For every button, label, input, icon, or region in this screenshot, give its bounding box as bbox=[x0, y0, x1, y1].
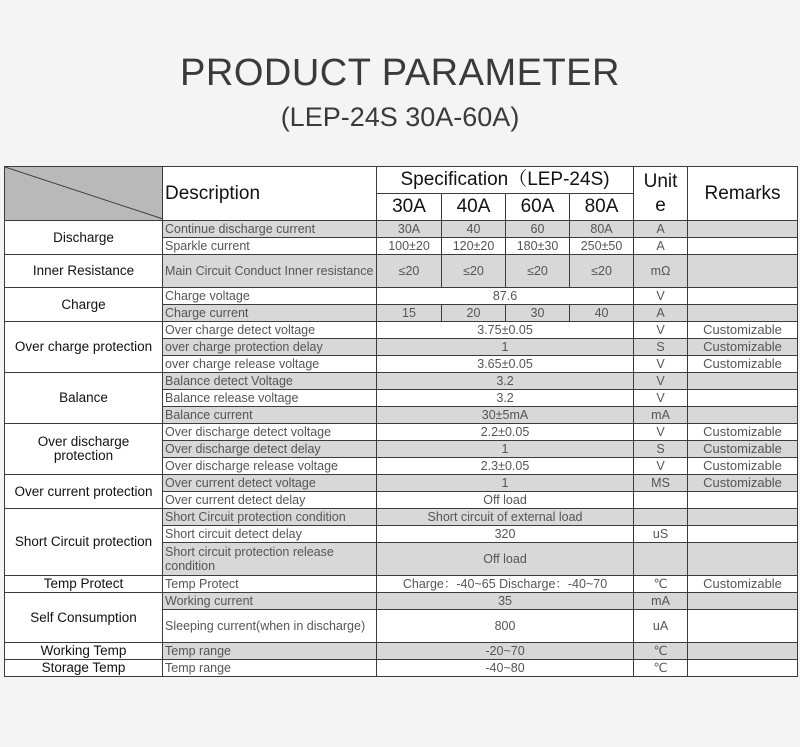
param-value: 40 bbox=[442, 221, 506, 238]
param-unit: ℃ bbox=[634, 643, 688, 660]
category-over-current: Over current protection bbox=[5, 475, 163, 509]
param-desc: Short circuit protection release condition bbox=[163, 543, 377, 576]
category-working-temp: Working Temp bbox=[5, 643, 163, 660]
param-remark bbox=[688, 221, 798, 238]
param-value: 320 bbox=[377, 526, 634, 543]
table-row bbox=[5, 475, 798, 492]
param-unit: S bbox=[634, 339, 688, 356]
param-desc: Over discharge detect delay bbox=[163, 441, 377, 458]
table-row bbox=[5, 424, 798, 441]
param-desc: Balance detect Voltage bbox=[163, 373, 377, 390]
param-unit bbox=[634, 509, 688, 526]
param-desc: Temp range bbox=[163, 643, 377, 660]
param-value: 3.75±0.05 bbox=[377, 322, 634, 339]
header-row bbox=[5, 167, 798, 194]
param-desc: Short Circuit protection condition bbox=[163, 509, 377, 526]
param-value: 1 bbox=[377, 475, 634, 492]
param-remark: Customizable bbox=[688, 475, 798, 492]
param-desc: Charge current bbox=[163, 305, 377, 322]
param-remark bbox=[688, 390, 798, 407]
param-value: 30A bbox=[377, 221, 442, 238]
category-over-discharge: Over discharge protection bbox=[5, 424, 163, 475]
param-unit: S bbox=[634, 441, 688, 458]
param-desc: Charge voltage bbox=[163, 288, 377, 305]
model-header: 40A bbox=[442, 194, 506, 221]
table-row bbox=[5, 593, 798, 610]
param-value: Off load bbox=[377, 492, 634, 509]
corner-cell bbox=[5, 167, 163, 221]
param-remark: Customizable bbox=[688, 339, 798, 356]
param-remark bbox=[688, 373, 798, 390]
category-short-circuit: Short Circuit protection bbox=[5, 509, 163, 576]
diagonal-line-icon bbox=[5, 167, 163, 219]
param-value: ≤20 bbox=[506, 255, 570, 288]
category-over-charge: Over charge protection bbox=[5, 322, 163, 373]
param-value: 120±20 bbox=[442, 238, 506, 255]
param-desc: Sleeping current(when in discharge) bbox=[163, 610, 377, 643]
param-remark bbox=[688, 509, 798, 526]
param-value: 35 bbox=[377, 593, 634, 610]
param-unit: ℃ bbox=[634, 660, 688, 677]
param-remark bbox=[688, 593, 798, 610]
param-value: 3.2 bbox=[377, 373, 634, 390]
param-desc: Continue discharge current bbox=[163, 221, 377, 238]
table-row bbox=[5, 221, 798, 238]
param-value: 2.2±0.05 bbox=[377, 424, 634, 441]
param-desc: Short circuit detect delay bbox=[163, 526, 377, 543]
model-header: 30A bbox=[377, 194, 442, 221]
param-desc: Over current detect voltage bbox=[163, 475, 377, 492]
model-header: 60A bbox=[506, 194, 570, 221]
param-unit: uS bbox=[634, 526, 688, 543]
param-value: Off load bbox=[377, 543, 634, 576]
param-unit: A bbox=[634, 305, 688, 322]
table-row bbox=[5, 255, 798, 288]
param-remark: Customizable bbox=[688, 458, 798, 475]
specification-header: Specification（LEP-24S) bbox=[377, 167, 634, 194]
param-value: 250±50 bbox=[570, 238, 634, 255]
param-remark: Customizable bbox=[688, 356, 798, 373]
param-value: 2.3±0.05 bbox=[377, 458, 634, 475]
param-desc: Sparkle current bbox=[163, 238, 377, 255]
param-value: 3.2 bbox=[377, 390, 634, 407]
param-desc: Main Circuit Conduct Inner resistance bbox=[163, 255, 377, 288]
param-remark bbox=[688, 610, 798, 643]
param-remark bbox=[688, 526, 798, 543]
param-value: Short circuit of external load bbox=[377, 509, 634, 526]
param-desc: Over current detect delay bbox=[163, 492, 377, 509]
param-remark: Customizable bbox=[688, 576, 798, 593]
param-remark: Customizable bbox=[688, 322, 798, 339]
param-value: 1 bbox=[377, 441, 634, 458]
param-remark: Customizable bbox=[688, 441, 798, 458]
param-value: 3.65±0.05 bbox=[377, 356, 634, 373]
param-unit: V bbox=[634, 458, 688, 475]
category-temp-protect: Temp Protect bbox=[5, 576, 163, 593]
param-unit: V bbox=[634, 288, 688, 305]
param-remark bbox=[688, 660, 798, 677]
param-value: -20~70 bbox=[377, 643, 634, 660]
param-desc: over charge protection delay bbox=[163, 339, 377, 356]
param-value: 20 bbox=[442, 305, 506, 322]
param-desc: Over charge detect voltage bbox=[163, 322, 377, 339]
table-row bbox=[5, 660, 798, 677]
param-remark bbox=[688, 543, 798, 576]
category-inner-resistance: Inner Resistance bbox=[5, 255, 163, 288]
category-balance: Balance bbox=[5, 373, 163, 424]
param-unit: A bbox=[634, 238, 688, 255]
unit-header: Unit e bbox=[634, 167, 688, 221]
param-unit: V bbox=[634, 322, 688, 339]
param-remark bbox=[688, 305, 798, 322]
page-subtitle: (LEP-24S 30A-60A) bbox=[280, 102, 520, 132]
param-value: 30±5mA bbox=[377, 407, 634, 424]
param-unit: V bbox=[634, 424, 688, 441]
param-desc: Over discharge detect voltage bbox=[163, 424, 377, 441]
remarks-header: Remarks bbox=[688, 167, 798, 221]
param-unit: ℃ bbox=[634, 576, 688, 593]
param-value: ≤20 bbox=[377, 255, 442, 288]
category-self-consumption: Self Consumption bbox=[5, 593, 163, 643]
category-discharge: Discharge bbox=[5, 221, 163, 255]
model-header: 80A bbox=[570, 194, 634, 221]
param-unit bbox=[634, 492, 688, 509]
table-row bbox=[5, 373, 798, 390]
param-value: 15 bbox=[377, 305, 442, 322]
category-storage-temp: Storage Temp bbox=[5, 660, 163, 677]
param-unit: uA bbox=[634, 610, 688, 643]
param-value: 100±20 bbox=[377, 238, 442, 255]
table-row bbox=[5, 509, 798, 526]
param-value: 40 bbox=[570, 305, 634, 322]
param-unit bbox=[634, 543, 688, 576]
param-desc: Balance current bbox=[163, 407, 377, 424]
param-value: Charge：-40~65 Discharge：-40~70 bbox=[377, 576, 634, 593]
param-unit: A bbox=[634, 221, 688, 238]
param-value: 1 bbox=[377, 339, 634, 356]
param-value: 800 bbox=[377, 610, 634, 643]
param-value: -40~80 bbox=[377, 660, 634, 677]
table-row bbox=[5, 322, 798, 339]
param-value: ≤20 bbox=[570, 255, 634, 288]
param-remark bbox=[688, 492, 798, 509]
parameter-table bbox=[4, 166, 798, 677]
table-row bbox=[5, 288, 798, 305]
param-remark bbox=[688, 407, 798, 424]
param-remark bbox=[688, 255, 798, 288]
param-unit: V bbox=[634, 390, 688, 407]
param-desc: Working current bbox=[163, 593, 377, 610]
param-unit: mA bbox=[634, 593, 688, 610]
param-desc: Temp Protect bbox=[163, 576, 377, 593]
table-row bbox=[5, 643, 798, 660]
param-unit: V bbox=[634, 373, 688, 390]
param-value: 30 bbox=[506, 305, 570, 322]
param-remark bbox=[688, 643, 798, 660]
param-value: 80A bbox=[570, 221, 634, 238]
page-title: PRODUCT PARAMETER bbox=[180, 52, 620, 94]
param-desc: Over discharge release voltage bbox=[163, 458, 377, 475]
param-remark bbox=[688, 238, 798, 255]
category-charge: Charge bbox=[5, 288, 163, 322]
param-remark bbox=[688, 288, 798, 305]
param-unit: mΩ bbox=[634, 255, 688, 288]
param-desc: Temp range bbox=[163, 660, 377, 677]
description-header: Description bbox=[163, 167, 377, 221]
param-value: ≤20 bbox=[442, 255, 506, 288]
param-unit: MS bbox=[634, 475, 688, 492]
param-desc: Balance release voltage bbox=[163, 390, 377, 407]
param-remark: Customizable bbox=[688, 424, 798, 441]
param-value: 180±30 bbox=[506, 238, 570, 255]
param-desc: over charge release voltage bbox=[163, 356, 377, 373]
param-value: 87.6 bbox=[377, 288, 634, 305]
param-value: 60 bbox=[506, 221, 570, 238]
param-unit: V bbox=[634, 356, 688, 373]
table-row bbox=[5, 576, 798, 593]
param-unit: mA bbox=[634, 407, 688, 424]
